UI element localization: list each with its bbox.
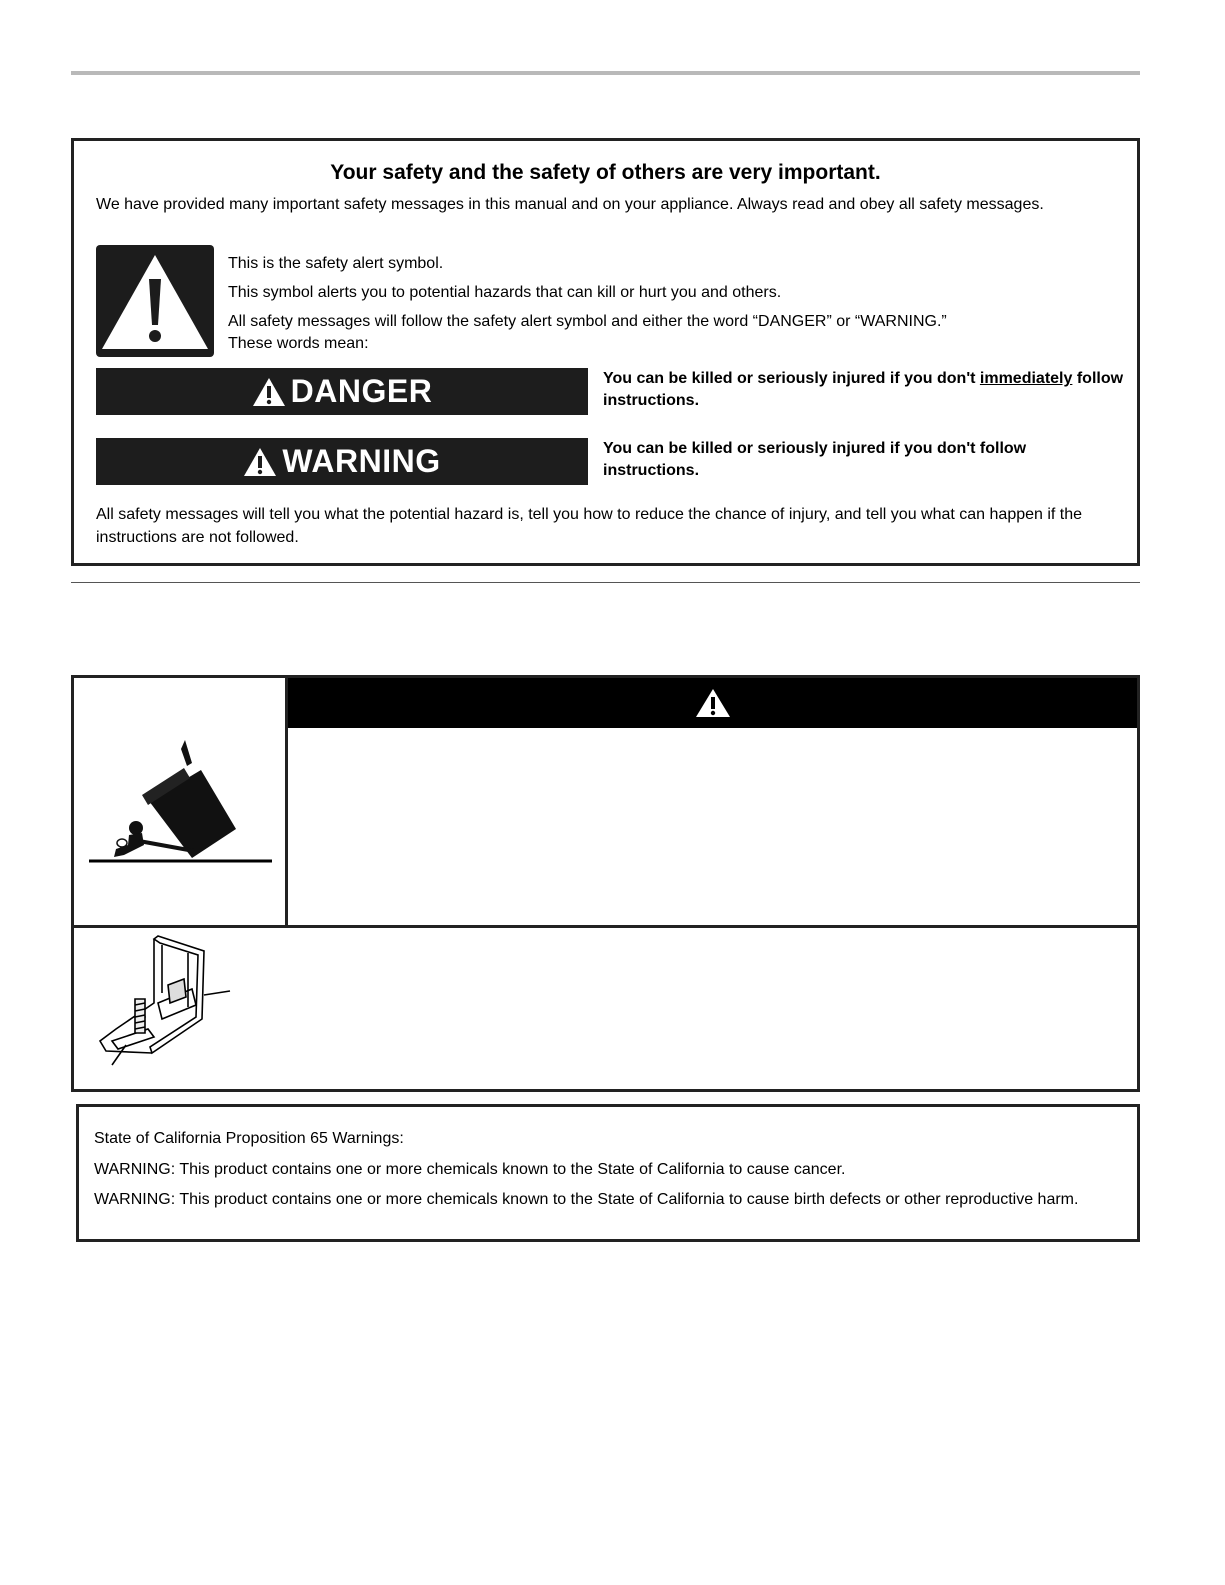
danger-alert-icon (252, 377, 286, 407)
alert-line-2: This symbol alerts you to potential hazards that can kill or hurt you and others. (228, 284, 782, 301)
section-rule (71, 582, 1140, 583)
anti-tip-bracket-illustration (92, 933, 242, 1073)
danger-underlined-word: immediately (979, 370, 1073, 387)
alert-line-3: All safety messages will follow the safety alert symbol and either the word “DANGER” or “WARNING.” (228, 313, 947, 330)
warning-meaning: You can be killed or seriously injured if you don't follow instructions. (603, 440, 1027, 479)
prop65-box (76, 1104, 1140, 1242)
safety-messages-box (71, 138, 1140, 566)
danger-text-end: follow instructions. (603, 370, 1124, 409)
tip-over-illustration (84, 733, 274, 878)
warning-label: WARNING (282, 443, 441, 479)
warning-alert-icon (695, 688, 731, 718)
prop65-warning-birth-defects: WARNING: This product contains one or more chemicals known to the State of California to cause birth defects or other reproductive harm. (94, 1191, 1079, 1208)
tip-divider-horizontal (74, 925, 1137, 928)
safety-closing: All safety messages will tell you what the potential hazard is, tell you how to reduce the chance of injury, and tell you what can happen if the instructions are not followed. (96, 506, 1083, 546)
top-rule (71, 71, 1140, 75)
prop65-warning-cancer: WARNING: This product contains one or more chemicals known to the State of California to cause cancer. (94, 1161, 846, 1178)
safety-alert-icon (96, 245, 214, 357)
warning-alert-icon (243, 447, 277, 477)
danger-bar (96, 368, 588, 415)
danger-meaning (603, 368, 1133, 412)
prop65-title: State of California Proposition 65 Warnings: (94, 1130, 404, 1147)
safety-intro: We have provided many important safety messages in this manual and on your appliance. Always read and obey all safety messages. (96, 196, 1044, 213)
safety-heading: Your safety and the safety of others are very important. (330, 161, 881, 184)
danger-text: You can be killed or seriously injured if you don't (603, 370, 980, 387)
tip-over-header (288, 678, 1137, 728)
danger-label: DANGER (290, 373, 433, 409)
tip-over-warning-box (71, 675, 1140, 1092)
alert-line-4: These words mean: (228, 335, 369, 352)
warning-bar (96, 438, 588, 485)
alert-line-1: This is the safety alert symbol. (228, 255, 444, 272)
